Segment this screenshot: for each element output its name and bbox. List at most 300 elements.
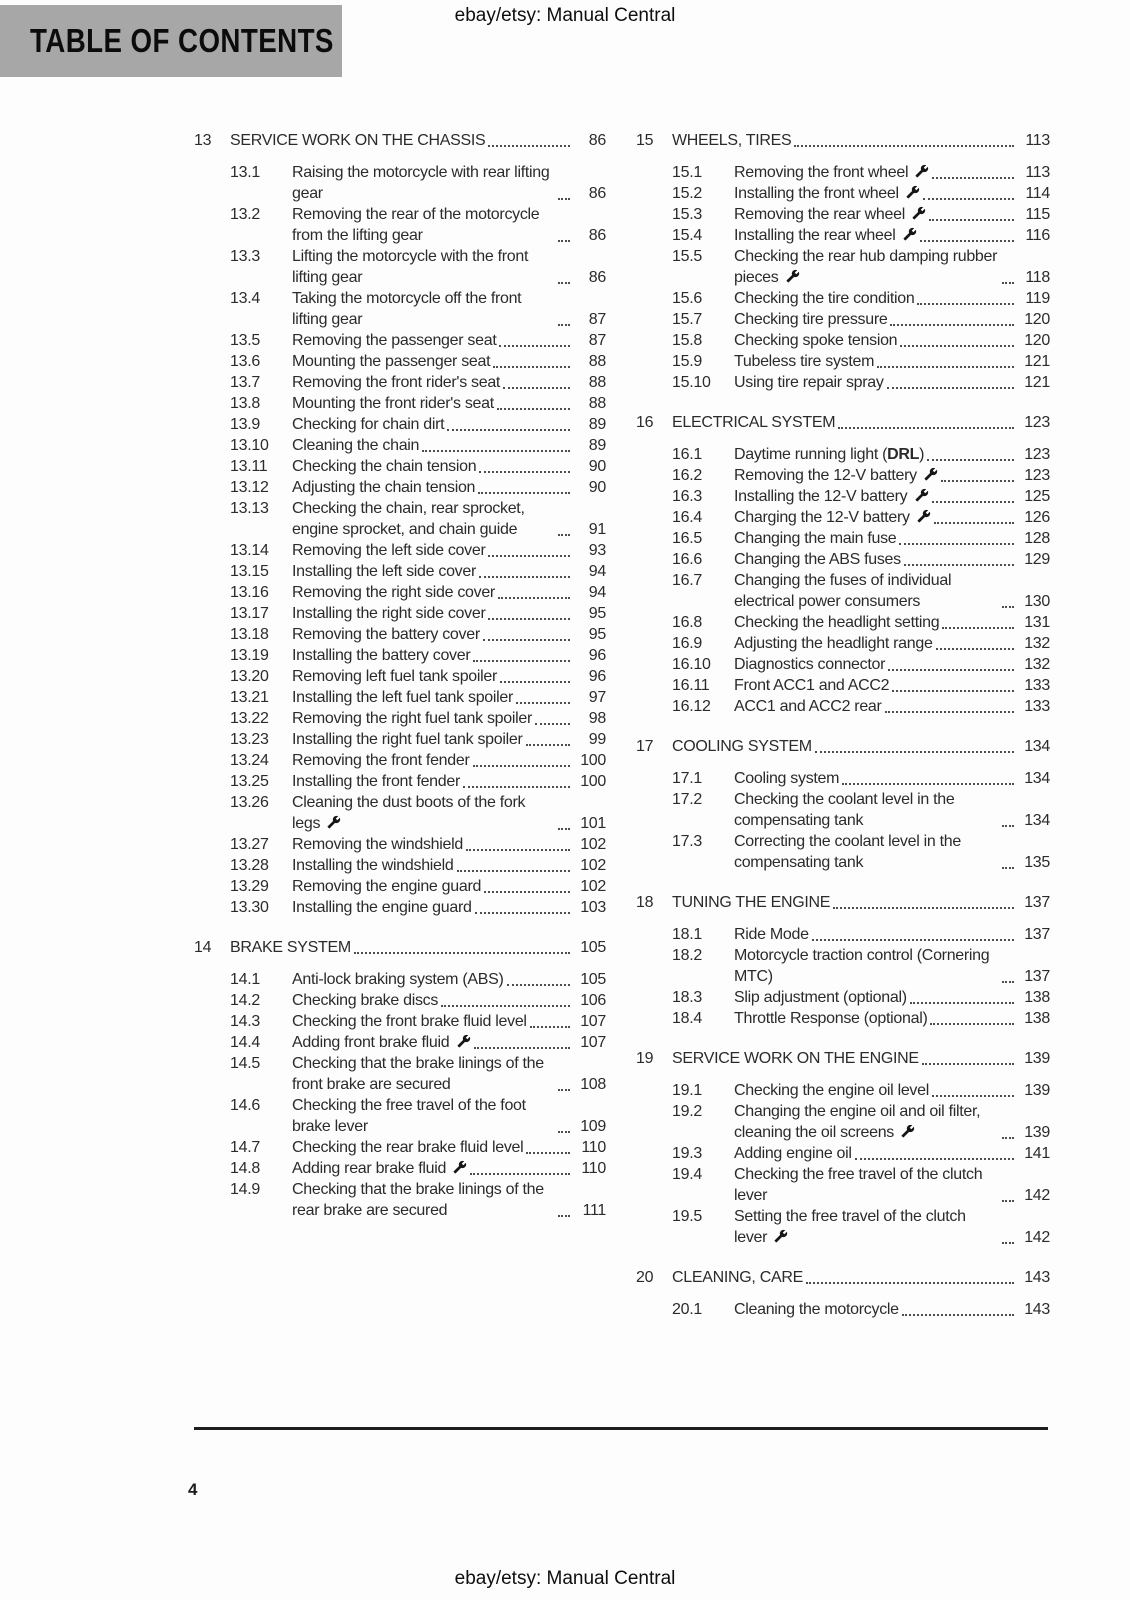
- wrench-icon: [774, 1229, 788, 1243]
- entry-page-number: 132: [1024, 635, 1050, 652]
- entry-number: 15.3: [672, 206, 702, 223]
- entry-number: 15.8: [672, 332, 702, 349]
- entry-number: 13.25: [230, 773, 269, 790]
- dot-leader: [932, 501, 1015, 503]
- entry-page-number: 89: [588, 416, 606, 433]
- entry-page-number: 107: [580, 1034, 606, 1051]
- entry-title: Checking the free travel of the clutch lever: [734, 1166, 983, 1204]
- toc-entry: [672, 183, 1050, 204]
- entry-page-number: 138: [1024, 989, 1050, 1006]
- dot-leader: [497, 408, 570, 410]
- entry-title: Motorcycle traction control (Cornering MTC): [734, 947, 990, 985]
- entry-number: 16.4: [672, 509, 702, 526]
- dot-leader: [483, 639, 570, 641]
- section-heading: [636, 130, 1050, 151]
- toc-entry: [672, 549, 1050, 570]
- dot-leader: [466, 849, 570, 851]
- entry-number: 14.8: [230, 1160, 260, 1177]
- entry-page-number: 142: [1024, 1229, 1050, 1246]
- entry-page-number: 88: [588, 353, 606, 370]
- entry-title: Checking the front brake fluid level: [292, 1013, 527, 1030]
- entry-title: Removing the front rider's seat: [292, 374, 501, 391]
- entry-number: 14.4: [230, 1034, 260, 1051]
- entry-number: 14.1: [230, 971, 260, 988]
- entry-title: Removing the windshield: [292, 836, 463, 853]
- header-site-label: ebay/etsy: Manual Central: [454, 5, 676, 26]
- toc-entry: [230, 876, 606, 897]
- entry-title: Removing the rear of the motorcycle from the lifting gear: [292, 206, 540, 244]
- section-page-number: 123: [1024, 414, 1050, 431]
- entry-page-number: 126: [1024, 509, 1050, 526]
- section-items: [636, 1299, 1050, 1320]
- toc-entry: [230, 687, 606, 708]
- entry-title: Changing the fuses of individual electrical power consumers: [734, 572, 952, 610]
- entry-number: 13.27: [230, 836, 269, 853]
- entry-page-number: 101: [580, 815, 606, 832]
- toc-entry: [672, 309, 1050, 330]
- dot-leader: [877, 366, 1014, 368]
- entry-number: 15.10: [672, 374, 711, 391]
- entry-page-number: 86: [588, 227, 606, 244]
- entry-number: 16.8: [672, 614, 702, 631]
- section-title: BRAKE SYSTEM: [230, 939, 351, 956]
- toc-entry: [230, 855, 606, 876]
- dot-leader: [838, 427, 1014, 429]
- toc-entry: [672, 654, 1050, 675]
- entry-number: 13.19: [230, 647, 269, 664]
- entry-page-number: 125: [1024, 488, 1050, 505]
- entry-page-number: 96: [588, 647, 606, 664]
- entry-title: Checking the headlight setting: [734, 614, 940, 631]
- entry-number: 13.28: [230, 857, 269, 874]
- dot-leader: [558, 1215, 570, 1217]
- toc-entry: [230, 162, 606, 204]
- entry-page-number: 99: [588, 731, 606, 748]
- wrench-icon: [453, 1160, 467, 1174]
- dot-leader: [474, 1047, 570, 1049]
- toc-entry: [230, 204, 606, 246]
- toc-entry: [672, 372, 1050, 393]
- entry-number: 13.12: [230, 479, 269, 496]
- section-page-number: 139: [1024, 1050, 1050, 1067]
- entry-title: Diagnostics connector: [734, 656, 886, 673]
- toc-entry: [230, 435, 606, 456]
- entry-number: 15.9: [672, 353, 702, 370]
- entry-page-number: 89: [588, 437, 606, 454]
- toc-entry: [230, 477, 606, 498]
- dot-leader: [812, 939, 1014, 941]
- entry-page-number: 87: [588, 311, 606, 328]
- entry-page-number: 87: [588, 332, 606, 349]
- dot-leader: [942, 627, 1014, 629]
- entry-page-number: 119: [1025, 290, 1050, 307]
- entry-page-number: 128: [1024, 530, 1050, 547]
- dot-leader: [806, 1282, 1014, 1284]
- entry-title: Changing the main fuse: [734, 530, 897, 547]
- entry-number: 13.17: [230, 605, 269, 622]
- section-items: [194, 969, 606, 1221]
- entry-title: Checking tire pressure: [734, 311, 888, 328]
- toc-entry: [230, 1158, 606, 1179]
- entry-title: Adjusting the chain tension: [292, 479, 476, 496]
- section-number: 13: [194, 132, 212, 149]
- entry-title: Removing the right side cover: [292, 584, 495, 601]
- section-items: [636, 162, 1050, 393]
- toc-entry: [672, 1299, 1050, 1320]
- entry-title: Installing the 12-V battery: [734, 486, 929, 507]
- section-number: 14: [194, 939, 212, 956]
- toc-entry: [672, 486, 1050, 507]
- entry-page-number: 109: [580, 1118, 606, 1135]
- toc-entry: [230, 414, 606, 435]
- entry-number: 13.18: [230, 626, 269, 643]
- entry-number: 16.1: [672, 446, 702, 463]
- toc-entry: [672, 507, 1050, 528]
- dot-leader: [488, 145, 570, 147]
- dot-leader: [890, 324, 1014, 326]
- entry-page-number: 108: [580, 1076, 606, 1093]
- entry-title: Removing left fuel tank spoiler: [292, 668, 498, 685]
- dot-leader: [1002, 981, 1014, 983]
- toc-entry: [672, 204, 1050, 225]
- entry-title: Adjusting the headlight range: [734, 635, 933, 652]
- section-heading: [636, 1267, 1050, 1288]
- entry-page-number: 105: [580, 971, 606, 988]
- dot-leader: [932, 177, 1014, 179]
- toc-entry: [230, 834, 606, 855]
- entry-title: Checking that the brake linings of the rear brake are secured: [292, 1181, 544, 1219]
- entry-title: Removing the engine guard: [292, 878, 482, 895]
- toc-entry: [672, 987, 1050, 1008]
- toc-section: [636, 736, 1050, 873]
- entry-number: 19.4: [672, 1166, 702, 1183]
- dot-leader: [457, 870, 571, 872]
- toc-section: [636, 130, 1050, 393]
- dot-leader: [473, 660, 570, 662]
- entry-page-number: 134: [1024, 812, 1050, 829]
- dot-leader: [922, 1063, 1014, 1065]
- dot-leader: [1002, 1242, 1014, 1244]
- section-title: COOLING SYSTEM: [672, 738, 812, 755]
- entry-number: 18.1: [672, 926, 702, 943]
- entry-number: 13.7: [230, 374, 260, 391]
- entry-title: Checking the rear brake fluid level: [292, 1139, 524, 1156]
- dot-leader: [900, 345, 1014, 347]
- dot-leader: [558, 1089, 570, 1091]
- toc-entry: [230, 708, 606, 729]
- dot-leader: [558, 198, 570, 200]
- dot-leader: [904, 564, 1014, 566]
- title-box: [0, 5, 342, 77]
- wrench-icon: [901, 1124, 915, 1138]
- entry-page-number: 133: [1024, 677, 1050, 694]
- toc-column-left: [194, 130, 606, 1221]
- entry-page-number: 120: [1024, 332, 1050, 349]
- entry-number: 16.6: [672, 551, 702, 568]
- wrench-icon: [912, 206, 926, 220]
- entry-title: Changing the ABS fuses: [734, 551, 901, 568]
- entry-title: Mounting the passenger seat: [292, 353, 491, 370]
- toc-entry: [230, 372, 606, 393]
- page-number: 4: [188, 1480, 198, 1499]
- entry-number: 17.3: [672, 833, 702, 850]
- entry-number: 13.1: [230, 164, 260, 181]
- toc-entry: [230, 456, 606, 477]
- entry-number: 13.30: [230, 899, 269, 916]
- entry-number: 13.13: [230, 500, 269, 517]
- entry-title: Adding engine oil: [734, 1145, 852, 1162]
- toc-entry: [672, 675, 1050, 696]
- entry-title: Checking for chain dirt: [292, 416, 445, 433]
- entry-number: 19.5: [672, 1208, 702, 1225]
- dot-leader: [558, 534, 570, 536]
- entry-title: Installing the engine guard: [292, 899, 472, 916]
- entry-page-number: 103: [580, 899, 606, 916]
- toc-entry: [230, 645, 606, 666]
- toc-entry: [230, 990, 606, 1011]
- dot-leader: [899, 543, 1014, 545]
- dot-leader: [934, 522, 1014, 524]
- entry-number: 16.10: [672, 656, 711, 673]
- entry-title: Removing the front fender: [292, 752, 470, 769]
- toc-entry: [672, 465, 1050, 486]
- entry-page-number: 86: [588, 269, 606, 286]
- dot-leader: [941, 480, 1014, 482]
- section-page-number: 137: [1024, 894, 1050, 911]
- dot-leader: [488, 618, 570, 620]
- entry-title: Front ACC1 and ACC2: [734, 677, 890, 694]
- toc-entry: [230, 1137, 606, 1158]
- entry-number: 20.1: [672, 1301, 702, 1318]
- toc-section: [636, 892, 1050, 1029]
- entry-page-number: 131: [1024, 614, 1050, 631]
- wrench-icon: [457, 1034, 471, 1048]
- dot-leader: [1002, 867, 1014, 869]
- section-number: 18: [636, 894, 654, 911]
- toc-section: [636, 412, 1050, 717]
- entry-number: 16.7: [672, 572, 702, 589]
- entry-title: Taking the motorcycle off the front lifting gear: [292, 290, 522, 328]
- entry-page-number: 86: [588, 185, 606, 202]
- entry-page-number: 97: [588, 689, 606, 706]
- toc-entry: [672, 528, 1050, 549]
- dot-leader: [479, 471, 570, 473]
- dot-leader: [493, 366, 570, 368]
- entry-page-number: 113: [1025, 164, 1050, 181]
- section-title: WHEELS, TIRES: [672, 132, 792, 149]
- entry-title: Checking brake discs: [292, 992, 439, 1009]
- entry-page-number: 94: [588, 563, 606, 580]
- entry-number: 15.7: [672, 311, 702, 328]
- entry-page-number: 121: [1024, 353, 1050, 370]
- wrench-icon: [915, 164, 929, 178]
- entry-title: Using tire repair spray: [734, 374, 884, 391]
- entry-title: Checking spoke tension: [734, 332, 898, 349]
- section-items: [636, 768, 1050, 873]
- entry-title: Installing the left fuel tank spoiler: [292, 689, 514, 706]
- dot-leader: [1002, 1200, 1014, 1202]
- entry-page-number: 91: [588, 521, 606, 538]
- entry-page-number: 88: [588, 374, 606, 391]
- toc-entry: [672, 1143, 1050, 1164]
- entry-number: 15.5: [672, 248, 702, 265]
- entry-title: Setting the free travel of the clutch lever: [734, 1208, 966, 1246]
- entry-page-number: 123: [1024, 467, 1050, 484]
- section-number: 16: [636, 414, 654, 431]
- toc-entry: [230, 750, 606, 771]
- entry-page-number: 102: [580, 857, 606, 874]
- dot-leader: [478, 492, 570, 494]
- toc-entry: [230, 582, 606, 603]
- entry-page-number: 102: [580, 836, 606, 853]
- entry-number: 15.4: [672, 227, 702, 244]
- section-title: SERVICE WORK ON THE ENGINE: [672, 1050, 919, 1067]
- entry-title: Lifting the motorcycle with the front lifting gear: [292, 248, 529, 286]
- section-number: 15: [636, 132, 654, 149]
- toc-entry: [672, 1080, 1050, 1101]
- toc-entry: [672, 1164, 1050, 1206]
- dot-leader: [500, 681, 570, 683]
- entry-title: Installing the right side cover: [292, 605, 486, 622]
- dot-leader: [484, 891, 570, 893]
- section-items: [636, 1080, 1050, 1248]
- entry-title: Installing the battery cover: [292, 647, 471, 664]
- entry-number: 13.5: [230, 332, 260, 349]
- toc-entry: [672, 924, 1050, 945]
- entry-title: Removing the 12-V battery: [734, 465, 938, 486]
- entry-number: 17.1: [672, 770, 702, 787]
- dot-leader: [558, 324, 570, 326]
- toc-section: [636, 1267, 1050, 1320]
- entry-number: 13.9: [230, 416, 260, 433]
- dot-leader: [488, 555, 570, 557]
- dot-leader: [917, 303, 1014, 305]
- entry-title: Daytime running light (DRL): [734, 446, 925, 463]
- section-heading: [636, 736, 1050, 757]
- entry-number: 13.8: [230, 395, 260, 412]
- entry-number: 13.4: [230, 290, 260, 307]
- entry-page-number: 135: [1024, 854, 1050, 871]
- entry-title: Removing the battery cover: [292, 626, 480, 643]
- toc-entry: [230, 1179, 606, 1221]
- entry-number: 13.26: [230, 794, 269, 811]
- entry-page-number: 111: [582, 1202, 606, 1219]
- toc-entry: [672, 225, 1050, 246]
- entry-title: Tubeless tire system: [734, 353, 875, 370]
- entry-number: 18.2: [672, 947, 702, 964]
- entry-page-number: 132: [1024, 656, 1050, 673]
- entry-number: 14.3: [230, 1013, 260, 1030]
- section-items: [636, 444, 1050, 717]
- dot-leader: [794, 145, 1014, 147]
- dot-leader: [526, 744, 570, 746]
- entry-page-number: 110: [581, 1160, 606, 1177]
- entry-page-number: 143: [1024, 1301, 1050, 1318]
- toc-entry: [672, 288, 1050, 309]
- entry-title: Mounting the front rider's seat: [292, 395, 494, 412]
- wrench-icon: [906, 185, 920, 199]
- dot-leader: [470, 1173, 570, 1175]
- dot-leader: [842, 783, 1014, 785]
- dot-leader: [1002, 606, 1014, 608]
- toc-entry: [230, 792, 606, 834]
- toc-column-right: [636, 130, 1050, 1320]
- entry-page-number: 137: [1024, 926, 1050, 943]
- entry-title: Checking the chain, rear sprocket, engine sprocket, and chain guide: [292, 500, 525, 538]
- dot-leader: [1002, 825, 1014, 827]
- entry-title: Changing the engine oil and oil filter, cleaning the oil screens: [734, 1103, 981, 1141]
- toc-entry: [672, 351, 1050, 372]
- footer-site-label: ebay/etsy: Manual Central: [454, 1568, 676, 1589]
- wrench-icon: [327, 815, 341, 829]
- section-heading: [194, 937, 606, 958]
- dot-leader: [815, 751, 1014, 753]
- entry-number: 16.3: [672, 488, 702, 505]
- entry-number: 13.15: [230, 563, 269, 580]
- dot-leader: [923, 198, 1014, 200]
- toc-entry: [672, 246, 1050, 288]
- entry-number: 19.2: [672, 1103, 702, 1120]
- section-title: TUNING THE ENGINE: [672, 894, 831, 911]
- entry-page-number: 141: [1024, 1145, 1050, 1162]
- entry-page-number: 134: [1024, 770, 1050, 787]
- toc-entry: [230, 603, 606, 624]
- dot-leader: [892, 690, 1014, 692]
- toc-entry: [672, 768, 1050, 789]
- entry-title: Raising the motorcycle with rear lifting gear: [292, 164, 550, 202]
- entry-page-number: 102: [580, 878, 606, 895]
- dot-leader: [558, 828, 570, 830]
- entry-title: Checking the tire condition: [734, 290, 915, 307]
- section-number: 17: [636, 738, 654, 755]
- dot-leader: [499, 345, 570, 347]
- dot-leader: [855, 1158, 1014, 1160]
- toc-entry: [230, 288, 606, 330]
- toc-entry: [672, 330, 1050, 351]
- section-page-number: 134: [1024, 738, 1050, 755]
- entry-number: 13.10: [230, 437, 269, 454]
- dot-leader: [558, 240, 570, 242]
- entry-page-number: 110: [581, 1139, 606, 1156]
- section-title: ELECTRICAL SYSTEM: [672, 414, 836, 431]
- toc-entry: [230, 330, 606, 351]
- entry-page-number: 137: [1024, 968, 1050, 985]
- entry-page-number: 139: [1024, 1082, 1050, 1099]
- entry-title: Installing the front wheel: [734, 183, 920, 204]
- toc-entry: [672, 1206, 1050, 1248]
- dot-leader: [1002, 282, 1014, 284]
- dot-leader: [920, 240, 1014, 242]
- entry-title: ACC1 and ACC2 rear: [734, 698, 882, 715]
- entry-page-number: 115: [1025, 206, 1050, 223]
- entry-number: 15.1: [672, 164, 702, 181]
- wrench-icon: [786, 269, 800, 283]
- toc-entry: [230, 897, 606, 918]
- entry-number: 13.20: [230, 668, 269, 685]
- entry-title: Installing the rear wheel: [734, 225, 917, 246]
- toc-entry: [230, 624, 606, 645]
- entry-number: 13.11: [230, 458, 268, 475]
- entry-title: Checking that the brake linings of the front brake are secured: [292, 1055, 544, 1093]
- dot-leader: [910, 1002, 1014, 1004]
- entry-title: Throttle Response (optional): [734, 1010, 928, 1027]
- entry-page-number: 118: [1025, 269, 1050, 286]
- entry-number: 13.23: [230, 731, 269, 748]
- dot-leader: [888, 669, 1014, 671]
- entry-title: Installing the right fuel tank spoiler: [292, 731, 523, 748]
- dot-leader: [927, 459, 1014, 461]
- section-heading: [636, 892, 1050, 913]
